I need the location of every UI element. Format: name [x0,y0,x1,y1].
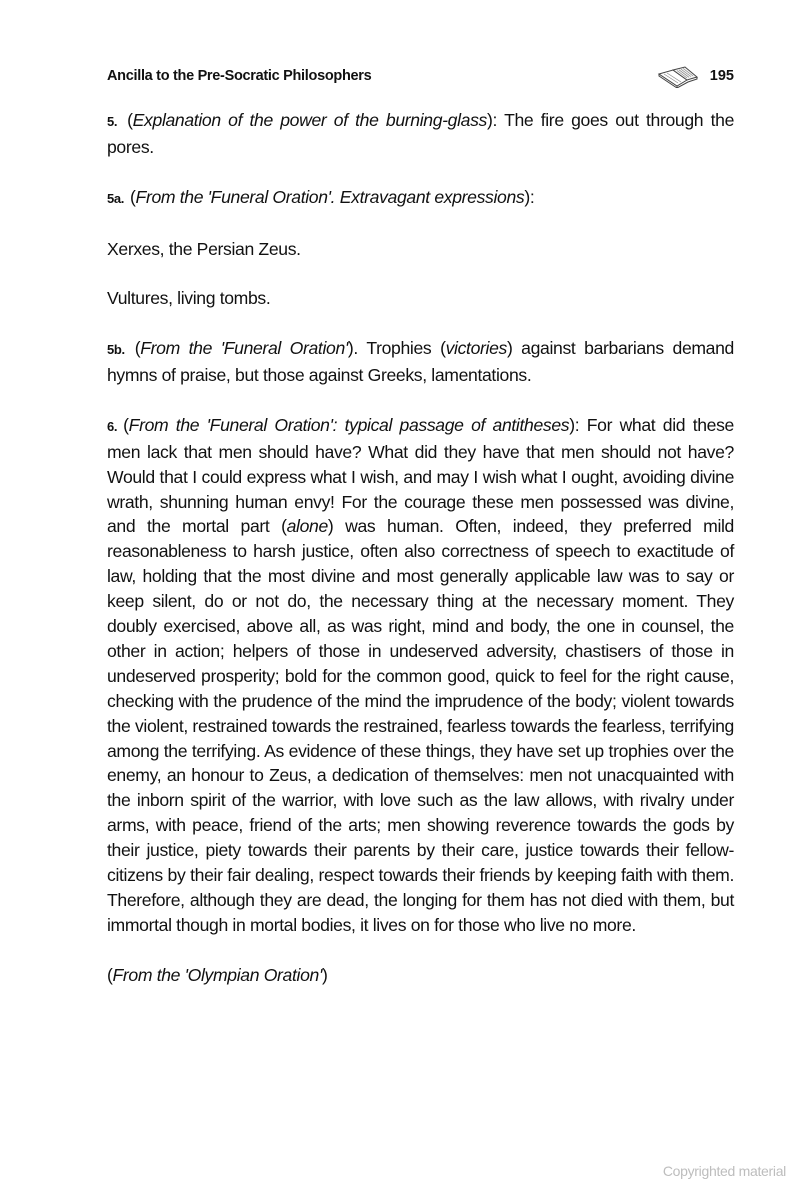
fragment-heading: From the 'Funeral Oration' [140,338,348,359]
fragment-5: 5. (Explanation of the power of the burning-glass): The fire goes out through the pores. [107,110,734,157]
fragment-5a-quote-1 [107,237,734,262]
fragment-number: 6. [107,418,118,434]
fragment-6: 6. (From the 'Funeral Oration': typical passage of antitheses): For what did these men lack that men should have? What did they have that men should not have? Would that I could express what I wish, and may I wish what I ought, avoiding divine wrath, shunning human envy! For the courage these men possessed was divine, and the mortal part (alone) was human. Often, indeed, they preferred mild reasonableness to harsh justice, often also correctness of speech to exactitude of law, holding that the most divine and most generally applicable law was to say or keep silent, do or not do, the necessary thing at the necessary moment. They doubly exercised, above all, as was right, mind and body, the one in counsel, the other in action; helpers of those in undeserved adversity, chastisers of those in undeserved prosperity; bold for the common good, quick to feel for the right cause, checking with the prudence of the mind the imprudence of the body; violent towards the violent, restrained towards the restrained, fearless towards the fearless, terrifying among the terrifying. As evidence of these things, they have set up trophies over the enemy, an honour to Zeus, a dedication of themselves: men not unacquainted with the inborn spirit of the warrior, with love such as the law allows, with rivalry under arms, with peace, friend of the arts; men showing reverence towards the gods by their justice, piety towards their parents by their care, justice towards their fellow-citizens by their fair dealing, respect towards their friends by keeping faith with them. Therefore, although they are dead, the longing for them has not died with them, but immortal though in mortal bodies, it lives on for those who live no more. [107,414,734,935]
fragment-heading: Explanation of the power of the burning-glass [132,110,487,130]
fragment-heading: From the 'Funeral Oration'. Extravagant expressions [135,186,525,207]
fragment-text: The fire goes out through the pores. [107,110,734,157]
copyright-watermark: Copyrighted material [662,1163,786,1179]
fragment-number: 5. [107,114,118,129]
page-number: 195 [709,68,734,84]
fragment-5b: 5b. (From the 'Funeral Oration'). Trophies (victories) against barbarians demand hymns of praise, but those against Greeks, lamentations. [107,338,734,385]
olympian-oration-heading: (From the 'Olympian Oration') [107,964,328,985]
fragment-text: Vultures, living tombs. [107,288,271,309]
fragment-5a: 5a. (From the 'Funeral Oration'. Extravagant expressions): [107,186,535,207]
fragment-text: Xerxes, the Persian Zeus. [107,238,301,259]
fragment-number: 5a. [107,190,125,206]
fragment-number: 5b. [107,342,125,358]
fragment-text: For what did these men lack that men should have? What did they have that men should not have? Would that I could express what I wish, and may I wish what I ought, avoiding divine wrath, shunning human envy! For the courage these men possessed was divine, and the mortal part ( [107,414,734,537]
fragment-heading: From the 'Olympian Oration' [112,964,322,985]
page-body [107,108,734,1013]
open-book-icon [657,66,699,88]
fragment-heading: From the 'Funeral Oration': typical passage of antitheses [128,414,570,435]
fragment-5a-quote-2 [107,286,734,311]
fragment-text: Trophies ( [366,338,446,359]
page-header [107,66,734,90]
running-title: Ancilla to the Pre-Socratic Philosophers [107,68,372,84]
